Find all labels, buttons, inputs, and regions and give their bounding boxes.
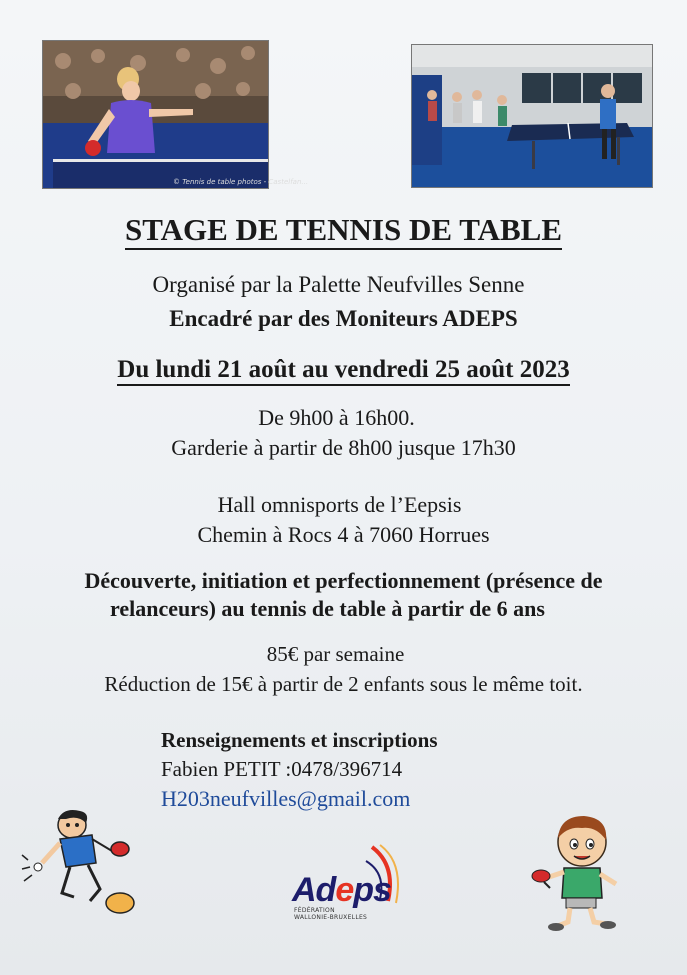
venue-line: Hall omnisports de l’Eepsis (217, 492, 462, 517)
price-line: 85€ par semaine (266, 642, 405, 666)
table-tennis-player-photo (42, 40, 309, 189)
organizer-line: Organisé par la Palette Neufvilles Senne (152, 272, 525, 297)
adeps-logo (292, 843, 412, 928)
contact-title: Renseignements et inscriptions (161, 728, 438, 752)
address-line: Chemin à Rocs 4 à 7060 Horrues (197, 522, 490, 547)
discount-line: Réduction de 15€ à partir de 2 enfants sous le même toit. (104, 672, 583, 696)
hours-line: De 9h00 à 16h00. (258, 405, 415, 430)
adeps-federation-label: FÉDÉRATION WALLONIE-BRUXELLES (294, 907, 368, 921)
description-line-2: relanceurs) au tennis de table à partir de 6 ans (110, 596, 545, 621)
cartoon-boy-right (530, 812, 625, 932)
flyer-title: STAGE DE TENNIS DE TABLE (0, 212, 687, 248)
adeps-wordmark: Adeps (292, 871, 391, 909)
supervision-line: Encadré par des Moniteurs ADEPS (169, 306, 518, 331)
daycare-line: Garderie à partir de 8h00 jusque 17h30 (171, 435, 516, 460)
dates-line: Du lundi 21 août au vendredi 25 août 2023 (0, 356, 687, 384)
contact-email-link[interactable]: H203neufvilles@gmail.com (161, 786, 411, 811)
contact-name-phone: Fabien PETIT :0478/396714 (161, 757, 403, 781)
photo-caption: © Tennis de table photos - Castelfan... (173, 178, 309, 186)
table-tennis-hall-photo (411, 44, 653, 188)
description-line-1: Découverte, initiation et perfectionnement (présence de (84, 568, 603, 593)
cartoon-player-left (20, 805, 135, 920)
